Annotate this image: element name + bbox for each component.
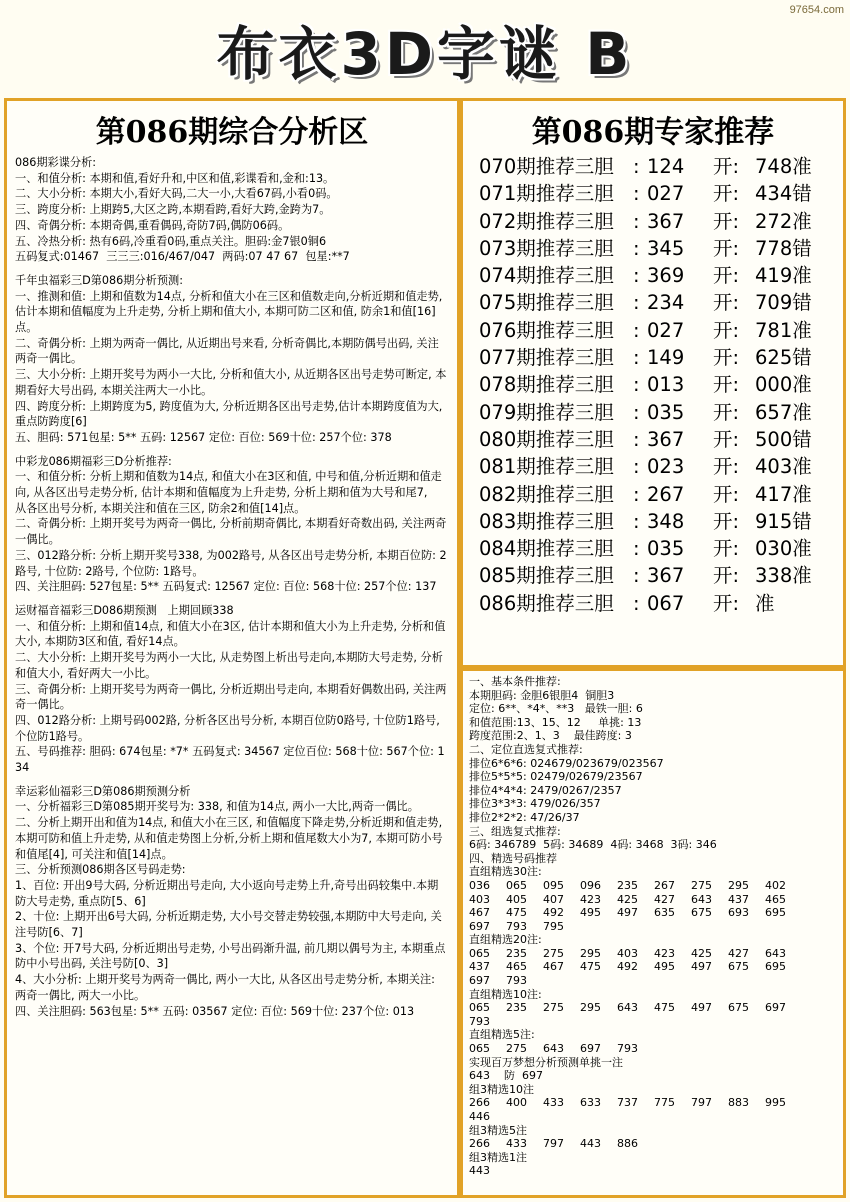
recommendation-row xyxy=(479,180,843,207)
pick-number: 427 xyxy=(654,892,675,906)
analysis-line: 3、个位: 开7号大码, 分析近期出号走势, 小号出码渐升温, 前几期以偶号为主, 本期重点防中小号出码, 关注号防[0、3] xyxy=(15,941,446,971)
pick-number: 400 xyxy=(506,1096,527,1110)
pick-number: 095 xyxy=(543,878,564,892)
site-watermark: 97654.com xyxy=(789,4,844,16)
pick-number: 443 xyxy=(469,1164,490,1178)
pick-number: 275 xyxy=(543,946,564,960)
rec-colon: : xyxy=(633,209,640,233)
analysis-line: 运财福音福彩三D086期预测 上期回顾338 xyxy=(15,603,234,617)
rec-verdict: 准 xyxy=(792,455,812,479)
recommendation-list xyxy=(463,151,843,617)
pick-number: 433 xyxy=(506,1137,527,1151)
pick-number: 065 xyxy=(506,878,527,892)
pick-number: 295 xyxy=(580,1001,601,1015)
expert-panel-title: 第086期专家推荐 xyxy=(531,115,775,150)
rec-result xyxy=(755,262,825,289)
picks-line: 6码: 346789 5码: 34689 4码: 3468 3码: 346 xyxy=(469,838,717,852)
rec-period: 076期推荐三胆 xyxy=(479,318,614,342)
rec-verdict: 准 xyxy=(792,264,812,288)
rec-result xyxy=(755,508,825,535)
rec-number: 348 xyxy=(647,509,685,533)
rec-draw: 657 xyxy=(755,400,793,424)
rec-draw: 625 xyxy=(755,346,793,370)
analysis-line: 2、十位: 上期开出6号大码, 分析近期走势, 大小号交替走势较强,本期防中大号走向, 关注号防[6、7] xyxy=(15,910,442,940)
single-pick-line: 643 防 697 xyxy=(469,1069,543,1083)
pick-number: 675 xyxy=(691,906,712,920)
analysis-line: 五、号码推荐: 胆码: 674包星: *7* 五码复式: 34567 定位百位: 568十位: 567个位: 134 xyxy=(15,745,445,775)
rec-draw: 000 xyxy=(755,373,793,397)
rec-result xyxy=(755,562,825,589)
rec-colon: : xyxy=(633,236,640,260)
pick-number: 446 xyxy=(469,1110,490,1123)
recommendation-row xyxy=(479,262,843,289)
analysis-line: 四、关注胆码: 527包星: 5** 五码复式: 12567 定位: 百位: 568十位: 257个位: 137 xyxy=(15,580,437,594)
analysis-line: 一、和值分析: 上期和值14点, 和值大小在3区, 估计本期和值大小为上升走势, 分析和值大小, 本期防3区和值, 看好14点。 xyxy=(15,619,446,649)
analysis-panel-title: 第086期综合分析区 xyxy=(95,115,369,150)
picks-line: 排位6*6*6: 024679/023679/023567 xyxy=(469,756,664,770)
pick-number: 036 xyxy=(469,878,490,892)
pick-number: 693 xyxy=(728,906,749,920)
rec-draw: 709 xyxy=(755,291,793,315)
pick-number: 065 xyxy=(469,1001,490,1015)
pick-number: 886 xyxy=(617,1137,638,1151)
pick-number: 793 xyxy=(506,919,527,933)
pick-number: 797 xyxy=(691,1096,712,1110)
rec-period: 083期推荐三胆 xyxy=(479,509,614,533)
analysis-line: 幸运彩仙福彩三D第086期预测分析 xyxy=(15,784,191,798)
pick-number: 475 xyxy=(506,906,527,920)
rec-colon: : xyxy=(633,155,640,178)
pick-number: 795 xyxy=(543,919,564,933)
rec-draw-label: 开: xyxy=(713,182,740,206)
picks-line: 三、组选复式推荐: xyxy=(469,824,561,838)
rec-draw: 417 xyxy=(755,482,793,506)
analysis-line: 四、关注胆码: 563包星: 5** 五码: 03567 定位: 百位: 569十位: 237个位: 013 xyxy=(15,1004,415,1018)
pick-number: 793 xyxy=(617,1042,638,1056)
picks-number-grid xyxy=(469,1042,837,1056)
rec-draw: 030 xyxy=(755,537,793,561)
analysis-panel xyxy=(4,98,460,1198)
rec-number: 345 xyxy=(647,236,685,260)
rec-result xyxy=(755,481,825,508)
pick-number: 497 xyxy=(691,960,712,974)
rec-draw-label: 开: xyxy=(713,291,740,315)
rec-draw-label: 开: xyxy=(713,509,740,533)
recommendation-row xyxy=(479,208,843,235)
pick-number: 433 xyxy=(543,1096,564,1110)
rec-colon: : xyxy=(633,455,640,479)
recommendation-row xyxy=(479,235,843,262)
rec-period: 071期推荐三胆 xyxy=(479,182,614,206)
rec-number: 023 xyxy=(647,455,685,479)
rec-draw-label: 开: xyxy=(713,482,740,506)
pick-number: 497 xyxy=(617,906,638,920)
rec-number: 027 xyxy=(647,182,685,206)
pick-number: 465 xyxy=(765,892,786,906)
picks-line: 排位2*2*2: 47/26/37 xyxy=(469,810,580,824)
rec-period: 080期推荐三胆 xyxy=(479,427,614,451)
rec-period: 085期推荐三胆 xyxy=(479,564,614,588)
pick-number: 697 xyxy=(469,974,490,988)
rec-draw-label: 开: xyxy=(713,209,740,233)
rec-period: 079期推荐三胆 xyxy=(479,400,614,424)
rec-period: 084期推荐三胆 xyxy=(479,537,614,561)
rec-colon: : xyxy=(633,291,640,315)
rec-result xyxy=(755,344,825,371)
rec-result xyxy=(755,590,825,617)
rec-draw-label: 开: xyxy=(713,427,740,451)
pick-number: 437 xyxy=(469,960,490,974)
analysis-line: 二、奇偶分析: 上期开奖号为两奇一偶比, 分析前期奇偶比, 本期看好奇数出码, 关注两奇一偶比。 xyxy=(15,517,447,547)
rec-verdict: 错 xyxy=(792,291,812,315)
picks-line: 一、基本条件推荐: xyxy=(469,675,561,688)
analysis-line: 二、大小分析: 上期开奖号为两小一大比, 从走势图上析出号走向,本期防大号走势, 分析和值大小, 看好两大一小比。 xyxy=(15,651,443,680)
analysis-line: 一、分析福彩三D第085期开奖号为: 338, 和值为14点, 两小一大比,两奇一偶比。 xyxy=(15,800,419,814)
rec-verdict: 准 xyxy=(792,482,812,506)
rec-result xyxy=(755,289,825,316)
recommendation-row xyxy=(479,344,843,371)
expert-panel xyxy=(460,98,846,668)
pick-number: 096 xyxy=(580,878,601,892)
pick-number: 697 xyxy=(765,1001,786,1015)
pick-number: 643 xyxy=(617,1001,638,1015)
analysis-body xyxy=(7,151,457,1019)
rec-draw-label: 开: xyxy=(713,155,740,178)
rec-colon: : xyxy=(633,591,640,615)
pick-number: 267 xyxy=(654,878,675,892)
pick-number: 643 xyxy=(765,946,786,960)
rec-draw-label: 开: xyxy=(713,264,740,288)
pick-number: 793 xyxy=(506,974,527,988)
analysis-line: 三、奇偶分析: 上期开奖号为两奇一偶比, 分析近期出号走向, 本期看好偶数出码, 关注两奇一偶比。 xyxy=(15,682,447,712)
recommendation-row xyxy=(479,153,843,180)
rec-colon: : xyxy=(633,564,640,588)
rec-draw: 748 xyxy=(755,155,793,178)
rec-draw-label: 开: xyxy=(713,373,740,397)
rec-number: 027 xyxy=(647,318,685,342)
analysis-line: 一、和值分析: 分析上期和值数为14点, 和值大小在3区和值, 中号和值,分析近期和值走向, 从各区出号走势分析, 估计本期和值幅度为上升走势, 分析上期和值为大号和尾7, xyxy=(15,470,442,500)
pick-number: 737 xyxy=(617,1096,638,1110)
pick-number: 467 xyxy=(543,960,564,974)
analysis-line: 五、冷热分析: 热有6码,冷重看0码,重点关注。胆码:金7银0铜6 xyxy=(15,234,327,248)
rec-result xyxy=(755,399,825,426)
rec-draw: 272 xyxy=(755,209,793,233)
rec-result xyxy=(755,153,825,180)
rec-draw: 500 xyxy=(755,427,793,451)
rec-draw: 403 xyxy=(755,455,793,479)
picks-group-title: 组3精选10注 xyxy=(469,1082,534,1096)
pick-number: 266 xyxy=(469,1137,490,1151)
rec-verdict: 准 xyxy=(792,400,812,424)
pick-number: 402 xyxy=(765,878,786,892)
picks-line: 排位3*3*3: 479/026/357 xyxy=(469,797,601,811)
rec-verdict: 准 xyxy=(792,373,812,397)
rec-verdict: 错 xyxy=(792,509,812,533)
pick-number: 235 xyxy=(506,1001,527,1015)
recommendation-row xyxy=(479,426,843,453)
rec-colon: : xyxy=(633,482,640,506)
picks-line: 和值范围:13、15、12 单挑: 13 xyxy=(469,715,642,729)
pick-number: 635 xyxy=(654,906,675,920)
pick-number: 275 xyxy=(691,878,712,892)
analysis-line: 一、和值分析: 本期和值,看好升和,中区和值,彩谍看和,金和:13。 xyxy=(15,171,335,185)
pick-number: 275 xyxy=(506,1042,527,1056)
analysis-section xyxy=(15,784,449,1020)
rec-colon: : xyxy=(633,373,640,397)
rec-number: 367 xyxy=(647,427,685,451)
rec-draw-label: 开: xyxy=(713,346,740,370)
pick-number: 697 xyxy=(580,1042,601,1056)
pick-number: 405 xyxy=(506,892,527,906)
rec-draw: 419 xyxy=(755,264,793,288)
analysis-section xyxy=(15,454,449,595)
rec-verdict: 准 xyxy=(792,564,812,588)
pick-number: 793 xyxy=(469,1014,490,1028)
rec-period: 082期推荐三胆 xyxy=(479,482,614,506)
rec-draw-label: 开: xyxy=(713,537,740,561)
rec-draw: 778 xyxy=(755,236,793,260)
rec-draw-label: 开: xyxy=(713,564,740,588)
rec-draw: 434 xyxy=(755,182,793,206)
rec-result xyxy=(755,371,825,398)
rec-period: 078期推荐三胆 xyxy=(479,373,614,397)
rec-colon: : xyxy=(633,346,640,370)
rec-draw: 781 xyxy=(755,318,793,342)
rec-colon: : xyxy=(633,427,640,451)
rec-number: 035 xyxy=(647,400,685,424)
pick-number: 465 xyxy=(506,960,527,974)
picks-line: 二、定位直选复式推荐: xyxy=(469,742,583,756)
rec-verdict: 准 xyxy=(792,318,812,342)
picks-group-title: 直组精选5注: xyxy=(469,1028,535,1042)
rec-period: 075期推荐三胆 xyxy=(479,291,614,315)
pick-number: 633 xyxy=(580,1096,601,1110)
analysis-line: 二、分析上期开出和值为14点, 和值大小在三区, 和值幅度下降走势,分析近期和值走势, 本期可防和值上升走势, 从和值走势图上分析,分析上期和值尾数大小为7, 本期可防小号和值尾[4], 可关注和值[14]点。 xyxy=(15,816,446,861)
rec-number: 067 xyxy=(647,591,685,615)
recommendation-row xyxy=(479,453,843,480)
rec-colon: : xyxy=(633,537,640,561)
picks-body xyxy=(463,671,843,1182)
pick-number: 427 xyxy=(728,946,749,960)
analysis-line: 四、跨度分析: 上期跨度为5, 跨度值为大, 分析近期各区出号走势,估计本期跨度值为大, 重点防跨度[6] xyxy=(15,399,446,429)
rec-number: 369 xyxy=(647,264,685,288)
rec-verdict: 准 xyxy=(792,537,812,561)
pick-number: 495 xyxy=(580,906,601,920)
rec-draw: 338 xyxy=(755,564,793,588)
rec-verdict: 准 xyxy=(792,209,812,233)
picks-group-title: 直组精选20注: xyxy=(469,933,542,947)
recommendation-row xyxy=(479,399,843,426)
picks-number-grid xyxy=(469,1164,837,1178)
rec-verdict: 准 xyxy=(755,591,775,615)
recommendation-row xyxy=(479,289,843,316)
recommendation-row xyxy=(479,590,843,617)
pick-number: 695 xyxy=(765,906,786,920)
analysis-line: 4、大小分析: 上期开奖号为两奇一偶比, 两小一大比, 从各区出号走势分析, 本期关注: 两奇一偶比, 两大一小比。 xyxy=(15,973,439,1002)
pick-number: 497 xyxy=(691,1001,712,1015)
page-banner xyxy=(0,0,850,98)
analysis-line: 五码复式:01467 三三三:016/467/047 两码:07 47 67 包星:**7 xyxy=(15,250,350,264)
rec-result xyxy=(755,453,825,480)
analysis-line: 四、012路分析: 上期号码002路, 分析各区出号分析, 本期百位防0路号, 十位防1路号, 个位防1路号。 xyxy=(15,713,444,743)
rec-draw-label: 开: xyxy=(713,400,740,424)
analysis-line: 一、推测和值: 上期和值数为14点, 分析和值大小在三区和值数走向,分析近期和值走势, 估计本期和值幅度为上升走势, 分析上期和值大小, 本期可防二区和值, 防余1和值[16]点。 xyxy=(15,289,446,335)
picks-number-grid xyxy=(469,947,837,988)
rec-colon: : xyxy=(633,318,640,342)
pick-number: 437 xyxy=(728,892,749,906)
recommendation-row xyxy=(479,481,843,508)
picks-group-title: 直组精选30注: xyxy=(469,865,542,879)
analysis-section xyxy=(15,603,449,776)
analysis-line: 三、分析预测086期各区号码走势: xyxy=(15,863,186,877)
rec-number: 013 xyxy=(647,373,685,397)
analysis-section xyxy=(15,273,449,446)
rec-period: 070期推荐三胆 xyxy=(479,155,614,178)
analysis-line: 三、大小分析: 上期开奖号为两小一大比, 分析和值大小, 从近期各区出号走势可断定, 本期看好大号出码, 本期关注两大一小比。 xyxy=(15,368,447,397)
rec-colon: : xyxy=(633,509,640,533)
rec-period: 081期推荐三胆 xyxy=(479,455,614,479)
rec-draw-label: 开: xyxy=(713,236,740,260)
pick-number: 295 xyxy=(580,946,601,960)
analysis-line: 086期彩谍分析: xyxy=(15,156,97,169)
recommendation-row xyxy=(479,535,843,562)
picks-line: 排位4*4*4: 2479/0267/2357 xyxy=(469,783,622,797)
rec-result xyxy=(755,180,825,207)
rec-verdict: 错 xyxy=(792,236,812,260)
rec-period: 077期推荐三胆 xyxy=(479,346,614,370)
pick-number: 275 xyxy=(543,1001,564,1015)
rec-number: 367 xyxy=(647,209,685,233)
single-pick-title: 实现百万梦想分析预测单挑一注 xyxy=(469,1055,623,1069)
rec-period: 072期推荐三胆 xyxy=(479,209,614,233)
picks-line: 本期胆码: 金胆6银胆4 铜胆3 xyxy=(469,688,615,702)
pick-number: 495 xyxy=(654,960,675,974)
rec-verdict: 错 xyxy=(792,427,812,451)
rec-result xyxy=(755,426,825,453)
pick-number: 475 xyxy=(580,960,601,974)
rec-number: 234 xyxy=(647,291,685,315)
rec-result xyxy=(755,535,825,562)
rec-period: 074期推荐三胆 xyxy=(479,264,614,288)
analysis-line: 从各区出号分析, 本期关注和值在三区, 防余2和值[14]点。 xyxy=(15,501,306,515)
rec-draw-label: 开: xyxy=(713,455,740,479)
pick-number: 065 xyxy=(469,1042,490,1056)
pick-number: 695 xyxy=(765,960,786,974)
picks-group-title: 组3精选5注 xyxy=(469,1123,527,1137)
analysis-line: 中彩龙086期福彩三D分析推荐: xyxy=(15,454,172,468)
rec-number: 367 xyxy=(647,564,685,588)
pick-number: 492 xyxy=(617,960,638,974)
rec-result xyxy=(755,235,825,262)
pick-number: 883 xyxy=(728,1096,749,1110)
pick-number: 475 xyxy=(654,1001,675,1015)
pick-number: 443 xyxy=(580,1137,601,1151)
picks-line: 排位5*5*5: 02479/02679/23567 xyxy=(469,770,643,784)
rec-number: 035 xyxy=(647,537,685,561)
rec-number: 267 xyxy=(647,482,685,506)
pick-number: 266 xyxy=(469,1096,490,1110)
rec-period: 073期推荐三胆 xyxy=(479,236,614,260)
analysis-line: 三、012路分析: 分析上期开奖号338, 为002路号, 从各区出号走势分析, 本期百位防: 2路号, 十位防: 2路号, 个位防: 1路号。 xyxy=(15,548,447,578)
rec-period: 086期推荐三胆 xyxy=(479,591,614,615)
rec-colon: : xyxy=(633,264,640,288)
picks-line: 跨度范围:2、1、3 最佳跨度: 3 xyxy=(469,729,632,743)
pick-number: 403 xyxy=(469,892,490,906)
pick-number: 235 xyxy=(506,946,527,960)
pick-number: 425 xyxy=(617,892,638,906)
pick-number: 675 xyxy=(728,1001,749,1015)
analysis-line: 四、奇偶分析: 本期奇偶,重看偶码,奇防7码,偶防06码。 xyxy=(15,218,290,232)
analysis-line: 三、跨度分析: 上期跨5,大区之跨,本期看跨,看好大跨,金跨为7。 xyxy=(15,203,331,217)
analysis-section xyxy=(15,155,449,265)
pick-number: 295 xyxy=(728,878,749,892)
picks-number-grid xyxy=(469,1096,837,1123)
rec-number: 149 xyxy=(647,346,685,370)
rec-colon: : xyxy=(633,400,640,424)
analysis-line: 二、大小分析: 本期大小,看好大码,二大一小,大看67码,小看0码。 xyxy=(15,187,338,201)
pick-number: 775 xyxy=(654,1096,675,1110)
rec-verdict: 错 xyxy=(792,182,812,206)
rec-draw-label: 开: xyxy=(713,591,740,615)
rec-verdict: 错 xyxy=(792,346,812,370)
recommendation-row xyxy=(479,508,843,535)
recommendation-row xyxy=(479,317,843,344)
rec-result xyxy=(755,317,825,344)
picks-number-grid xyxy=(469,1001,837,1028)
picks-number-grid xyxy=(469,879,837,933)
pick-number: 065 xyxy=(469,946,490,960)
picks-line: 定位: 6**、*4*、**3 最铁一胆: 6 xyxy=(469,702,643,716)
pick-number: 675 xyxy=(728,960,749,974)
pick-number: 797 xyxy=(543,1137,564,1151)
recommendation-row xyxy=(479,371,843,398)
picks-panel xyxy=(460,668,846,1198)
banner-title: 布衣3D字谜 B xyxy=(216,20,634,88)
rec-draw: 915 xyxy=(755,509,793,533)
pick-number: 467 xyxy=(469,906,490,920)
rec-number: 124 xyxy=(647,155,685,178)
pick-number: 697 xyxy=(469,919,490,933)
pick-number: 643 xyxy=(543,1042,564,1056)
analysis-line: 五、胆码: 571包星: 5** 五码: 12567 定位: 百位: 569十位: 257个位: 378 xyxy=(15,430,392,444)
analysis-line: 1、百位: 开出9号大码, 分析近期出号走向, 大小返向号走势上升,奇号出码较集中.本期防大号走势, 重点防[5、6] xyxy=(15,878,439,908)
pick-number: 407 xyxy=(543,892,564,906)
recommendation-row xyxy=(479,562,843,589)
rec-result xyxy=(755,208,825,235)
picks-line: 四、精选号码推荐 xyxy=(469,851,557,865)
pick-number: 425 xyxy=(691,946,712,960)
picks-group-title: 组3精选1注 xyxy=(469,1150,527,1164)
rec-verdict: 准 xyxy=(792,155,812,178)
analysis-line: 千年虫福彩三D第086期分析预测: xyxy=(15,273,183,287)
pick-number: 492 xyxy=(543,906,564,920)
pick-number: 423 xyxy=(580,892,601,906)
picks-group-title: 直组精选10注: xyxy=(469,987,542,1001)
pick-number: 403 xyxy=(617,946,638,960)
pick-number: 995 xyxy=(765,1096,786,1110)
pick-number: 423 xyxy=(654,946,675,960)
pick-number: 643 xyxy=(691,892,712,906)
rec-colon: : xyxy=(633,182,640,206)
pick-number: 235 xyxy=(617,878,638,892)
analysis-line: 二、奇偶分析: 上期为两奇一偶比, 从近期出号来看, 分析奇偶比,本期防偶号出码, 关注两奇一偶比。 xyxy=(15,336,439,366)
rec-draw-label: 开: xyxy=(713,318,740,342)
picks-number-grid xyxy=(469,1137,837,1151)
